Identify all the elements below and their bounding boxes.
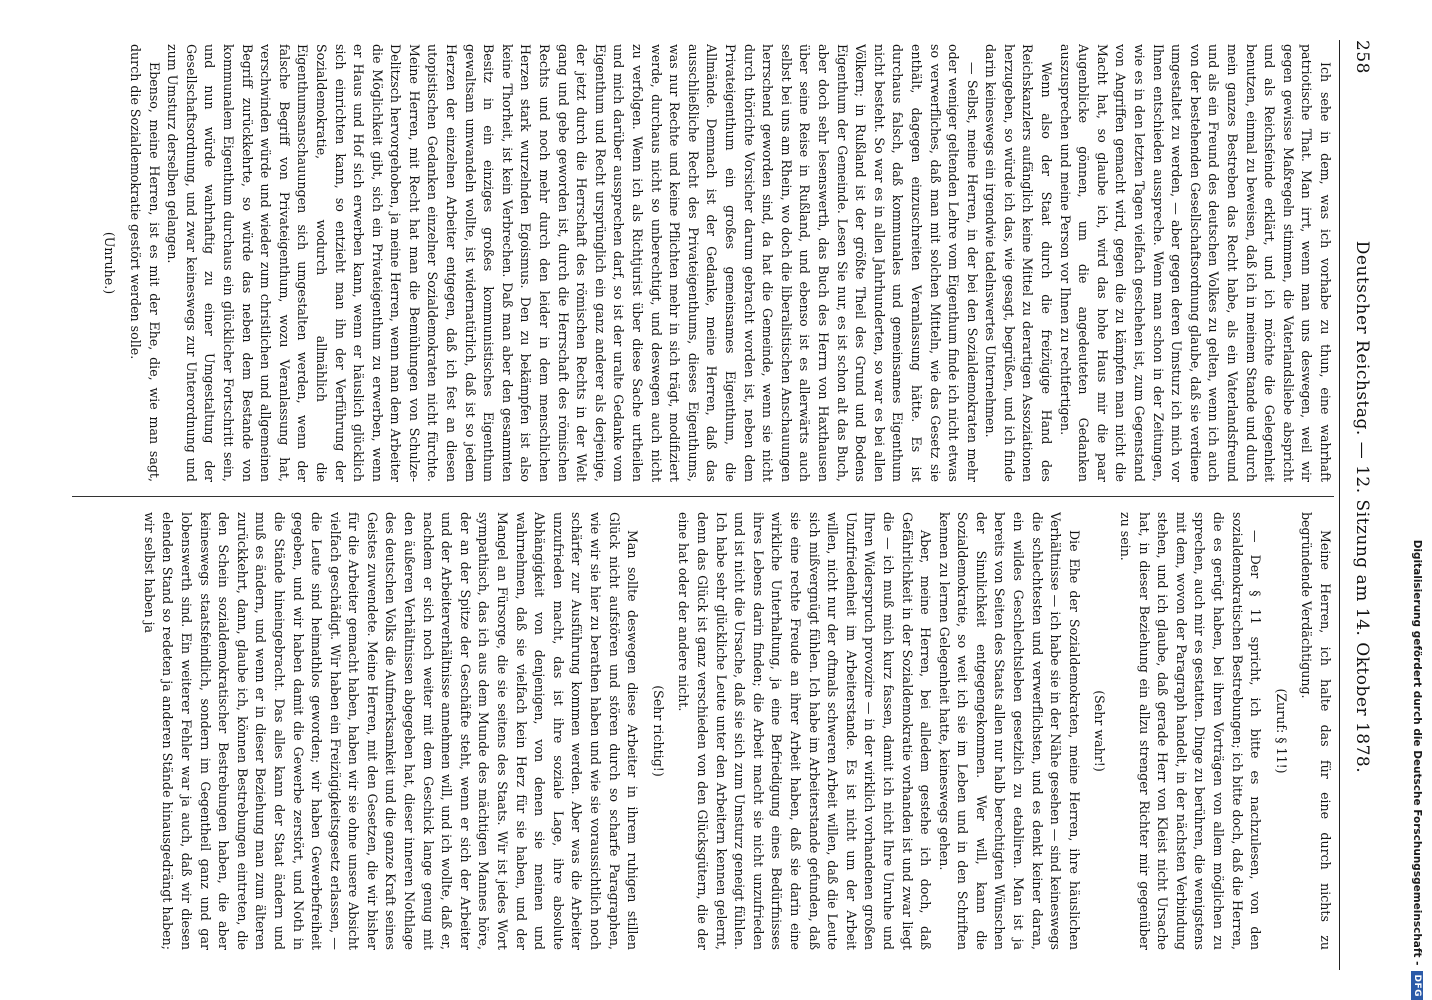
interjection-applause-2: (Sehr richtig!) — [650, 685, 666, 777]
right-column — [69, 512, 1334, 950]
digitization-note — [1402, 0, 1432, 1000]
right-paragraph-call: — Der § 11 spricht, ich bitte es nachzulesen, von den sozialdemokratischen Bestrebungen; ich bitte doch, daß die Herren, die es gerügt haben, bei ihren Vorträgen von allem möglichen zu sprechen, auch mir es gestatten. Dinge zu berühren, die wenigstens mit dem, wovon der Paragraph handelt, in der nächsten Verbindung stehen, und ich glaube, daß gerade Herr von Kleist nicht Ursache hat, in dieser Beziehung ein allzu strenger Richter mir gegenüber zu sein. — [1118, 512, 1264, 950]
left-paragraph-4: Ebenso, meine Herren, ist es mit der Ehe, die, wie man sagt, durch die Sozialdemokratie gestört werden solle. — [128, 44, 162, 482]
digitization-text: Digitalisierung gefördert durch die Deutsche Forschungsgemeinschaft - — [1411, 539, 1423, 966]
right-paragraph-marriage: Die Ehe der Sozialdemokraten, meine Herren, ihre häuslichen Verhältnisse — ich habe sie in der Nähe gesehen — sind keineswegs die schlechtesten und verwerflichsten, und es denkt keiner daran, ein wildes Geschlechtsleben gesetzlich zu etabliren. Man ist ja bereits von Seiten des Staats allen nur halb berechtigten Wünschen der Sinnlichkeit entgegengekommen. Wer will, kann die Sozialdemokratie, so weit ich sie im Leben und in den Schriften kennen zu lernen Gelegenheit hatte, keineswegs gehen. — [936, 512, 1082, 950]
interjection-unrest: (Unruhe.) — [102, 231, 118, 295]
left-paragraph-1: Ich sehe in dem, was ich vorhabe zu thun, eine wahrhaft patriotische That. Man irrt, wenn man uns deswegen, weil wir gegen gewisse Maßregeln stimmen, die Vaterlandsliebe abspricht und als Reichsfeinde erklärt, und ich möchte die Gelegenheit benutzen, einmal zu beweisen, daß ich in meinem Stande und durch mein ganzes Bestreben das Recht habe, als ein Vaterlandsfreund und als ein Freund des deutschen Volkes zu gelten, wenn ich auch von der bestehenden Gesellschaftsordnung glaube, daß sie verdiene umgestaltet zu werden, — aber gegen deren Umsturz ich mich vor Ihnen entschieden ausspreche. Wenn man schon in der Zeitungen, wie es in den letzten Tagen vielfach geschehen ist, zum Gegenstand von Angriffen gemacht wird, gegen die zu kämpfen man nicht die Macht hat, so glaube ich, wird das hohe Haus mir die paar Augenblicke gönnen, um die angedeuteten Gedanken auszusprechen und meine Person vor Ihnen zu rechtfertigen. — [1057, 44, 1333, 482]
left-paragraph-2: Wenn also der Staat durch die freizügige Hand des Reichskanzlers aufänglich keine Mittel zu derartigen Assoziationen herzugeben, so würde ich das, wie gesagt, begrüßen, und ich finde darin keineswegs ein irgendwie tadelnswertes Unternehmen. — [983, 44, 1055, 482]
interjection-applause-1: (Sehr wahr!) — [1092, 690, 1108, 772]
right-intro: Meine Herren, ich halte das für eine durch nichts zu begründende Verdächtigung. — [1299, 512, 1333, 950]
header-rule — [1339, 40, 1340, 970]
page-number: 258 — [1352, 40, 1372, 74]
dfg-logo: DFG — [1411, 971, 1423, 1000]
left-paragraph-3: — Selbst, meine Herren, in der bei den Sozialdemokraten mehr oder weniger geltenden Lehre vom Eigenthum finde ich nicht etwas so verwerfliches, daß man mit solchen Mitteln, wie das Gesetz sie enthält, dagegen einzuschreiten Veranlassung hätte. Es ist durchaus falsch, daß kommunales und gemeinsames Eigenthum nicht besteht. So war es in allen Jahrhunderten, so war es bei allen Völkern; in Rußland ist der größte Theil des Grund und Bodens Eigenthum der Gemeinde. Lesen Sie nur, es ist schon alt das Buch, aber doch sehr lesenswerth, das Buch des Herrn von Haxthausen über seine Reise in Rußland, und ebenso ist es allerwärts auch selbst bei uns am Rhein, wo doch die liberalistischen Anschauungen herrschend geworden sind, da hat die Gemeinde, wenn sie nicht durch thörichte Vorsicher darum gebracht worden ist, neben dem Privateigenthum ein großes gemeinsames Eigenthum, die Allmände. Demnach ist der Gedanke, meine Herren, daß das ausschließliche Recht des Privateigenthums, dieses Eigenthums, was nur Rechte und keine Pflichten mehr in sich trägt, modifiziert werde, durchaus nicht so unberechtigt, und deswegen auch nicht zu verfolgen. Wenn ich als Richtjurist über diese Sache urtheilen und mich darüber aussprechen darf, so ist der uralte Gedanke vom Eigenthum und Recht ursprünglich ein ganz anderer als derjenige, der jetzt durch die Herrschaft des römischen Rechts in der Welt gang und gebe geworden ist, durch die Herrschaft des römischen Rechts und noch mehr durch den leider in dem menschlichen Herzen stark wurzelnden Egoismus. Den zu bekämpfen ist also keine Thorheit, ist kein Verbrechen. Daß man aber den gesammten Besitz in ein einziges großes kommunistisches Eigenthum gewaltsam umwandeln wollte, ist widernatürlich, daß ist so jedem Herzen der einzelnen Arbeiter entgegen, daß ich fest an diesen utopistischen Gedanken einzelner Sozialdemokraten nicht fürchte. Meine Herren, mit Recht hat man die Bemühungen von Schulze-Delitzsch hervorgehoben, ja meine Herren, wenn man dem Arbeiter die Möglichkeit gibt, sich ein Privateigenthum zu erwerben, wenn er Haus und Hof sich erwerben kann, wenn er häuslich glücklich sich einrichten kann, so entzieht man ihn der Verführung der Sozialdemokratie, wodurch allmählich die Eigenthumsanschauungen sich umgestalten werden, wenn der falsche Begriff von Privateigenthum, wozu Veranlassung hat, verschwinden würde und wieder zum christlichen und allgemeinen Begriff zurückkehrte, so würde das neben dem Bestande von kommunalem Eigenthum durchaus ein glücklicher Fortschritt sein, und nun würde wahrhaftig zu einer Umgestaltung der Gesellschaftsordnung, und zwar keineswegs zur Unterordnung und zum Umsturz derselben gelangen. — [165, 44, 980, 482]
right-paragraph-despite: Aber, meine Herren, bei alledem gestehe ich doch, daß Gefährlichkeit in der Sozialdemokratie vorhanden ist und zwar liegt die — ich muß mich kurz fassen, damit ich nicht Ihre Unruhe und Ihren Widerspruch provozire — in der wirklich vorhandenen großen Unzufriedenheit im Arbeiterstande. Es ist nicht um der Arbeit willen, nicht nur der oftmals schweren Arbeit willen, daß die Leute sich mißvergnügt fühlen. Ich habe im Arbeiterstande gefunden, daß sie eine rechte Freude an ihrer Arbeit haben, daß sie darin eine wirkliche Unterhaltung, ja eine Befriedigung eines Bedürfnisses ihres Lebens darin finden; die Arbeit macht sie nicht unzufrieden und ist nicht die Ursache, daß sie sich zum Umsturz geneigt fühlen. Ich habe sehr glückliche Leute unter den Arbeitern kennen gelernt, denn das Glück ist ganz verschieden von den Glücksgütern, die der eine hat oder der andere nicht. — [676, 512, 934, 950]
left-column — [69, 44, 1334, 482]
interjection-call: (Zuruf: § 11!) — [1273, 688, 1289, 774]
right-paragraph-final: Man sollte deswegen diese Arbeiter in ihrem ruhigen stillen Glück nicht aufstören und stören durch so scharfe Paragraphen, wie wir sie hier zu berathen haben und wie sie voraussichtlich noch schärfer zur Ausführung kommen werden. Aber was die Arbeiter unzufrieden macht, das ist ihre soziale Lage, ihre absolute Abhängigkeit von denjenigen, von denen sie meinen und wahrnehmen, daß sie vielfach kein Herz für sie haben, und der Mangel an Fürsorge, die sie seitens des Staats. Wir ist jedes Wort sympathisch, das ich aus dem Munde des mächtigen Mannes höre, der an der Spitze der Geschäfte steht, wenn er sich der Arbeiter und der Arbeiterverhältnisse annehmen will, und ich wollte, daß er, nachdem er sich noch weiter mit dem Geschick lange genug mit den äußeren Verhältnissen abgegeben hat, dieser inneren Nothlage des deutschen Volks die Aufmerksamkeit und die ganze Kraft seines Geistes zuwendete. Meine Herren, mit den Gesetzen, die wir bisher für die Arbeiter gemacht haben, haben wir sie ohne unsere Absicht vielfach geschädigt. Wir haben ein Freizügigkeitsgesetz erlassen, — die Leute sind heimathlos geworden; wir haben Gewerbefreiheit gegeben, und wir haben damit die Gewerbe zerstört, und Noth in die Stände hineingebracht. Das alles kann der Staat ändern und muß es ändern, und wenn er in dieser Beziehung man zum älteren zurückkehrt, dann, glaube ich, können Bestrebungen eintreten, die den Schein sozialdemokratischer Bestrebungen haben, die aber keineswegs staatsfeindlich, sondern im Gegentheil ganz und gar lobenswerth sind. Ein weiterer Fehler war ja auch, daß wir diesen elenden Stand so redeten ja anderen Stände hinausgedrängt haben; wir selbst haben ja — [141, 512, 641, 950]
running-title: Deutscher Reichstag. — 12. Sitzung am 14. Oktober 1878. — [1352, 240, 1372, 774]
column-divider — [72, 496, 1334, 497]
page-header — [1342, 40, 1372, 970]
